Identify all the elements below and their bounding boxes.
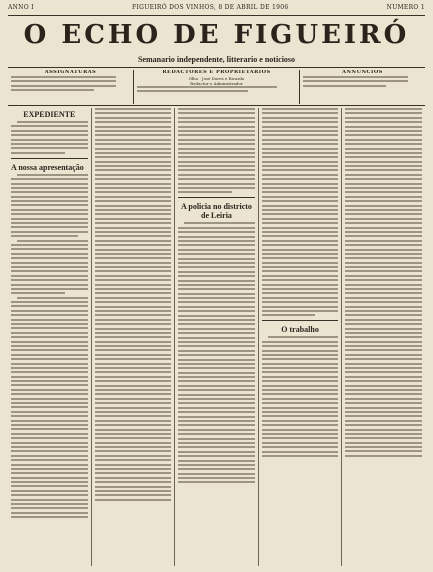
issue-number: NUMERO 1: [386, 4, 425, 11]
subscriptions-box: [8, 70, 134, 104]
newspaper-title: O ECHO DE FIGUEIRÓ: [23, 20, 410, 50]
column-2: [92, 108, 176, 566]
editors-line-1: Olho · José Dores e Ricardo: [188, 76, 245, 81]
article-columns: [8, 108, 425, 566]
info-rule: [8, 105, 425, 106]
expediente-heading: EXPEDIENTE: [23, 110, 76, 119]
policia-heading: A policia no districto de Leiria: [181, 202, 252, 221]
ads-heading: ANNUNCIOS: [342, 70, 383, 75]
trabalho-heading: O trabalho: [281, 325, 319, 335]
column-5: [342, 108, 425, 566]
top-rule: [8, 15, 425, 16]
editors-heading: REDACTORES E PROPRIETARIOS: [162, 70, 271, 75]
expediente-text: [11, 121, 88, 154]
column-3: [175, 108, 259, 566]
year-label: ANNO I: [8, 4, 34, 11]
column-4: [259, 108, 343, 566]
apresentacao-heading: A nossa apresentação: [11, 162, 84, 172]
apresentacao-text: [11, 174, 88, 518]
editors-line-2: Redactor e Administrador: [190, 81, 243, 86]
trabalho-text: [262, 336, 339, 457]
info-bar: [8, 70, 425, 104]
masthead-topline: [8, 4, 425, 14]
location-date: FIGUEIRÓ DOS VINHOS, 8 DE ABRIL DE 1906: [131, 4, 289, 11]
editors-box: [134, 70, 300, 104]
policia-text: [178, 222, 255, 483]
masthead-rule: [8, 67, 425, 68]
column-1: [8, 108, 92, 566]
ads-box: [300, 70, 425, 104]
subscriptions-heading: ASSIGNATURAS: [44, 70, 97, 75]
newspaper-subtitle: Semanario independente, litterario e noticioso: [137, 55, 296, 64]
